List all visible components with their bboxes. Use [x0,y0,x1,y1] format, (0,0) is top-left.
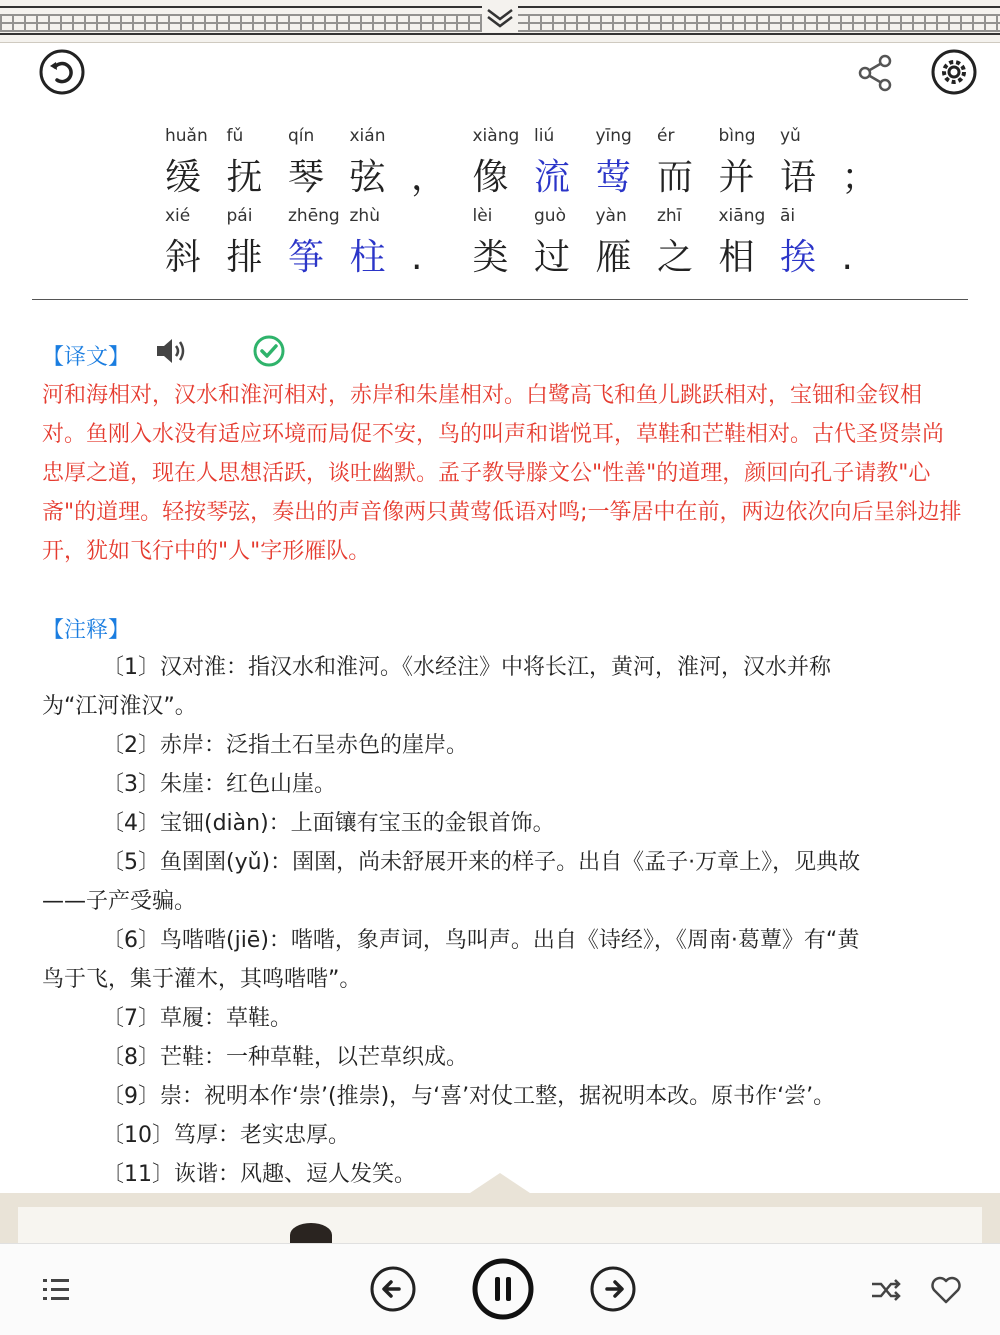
list-icon [39,1275,73,1305]
note-text-continued: ——子产受骗。 [42,889,197,914]
character: 过 [534,237,571,278]
pinyin [411,206,473,236]
poem-char[interactable] [165,206,227,280]
character: 并 [718,157,755,198]
pinyin: yǔ [780,126,801,146]
translation-title: 【译文】 [42,345,131,370]
share-button[interactable] [855,52,897,94]
next-button[interactable] [588,1264,638,1314]
pinyin: xiàng [472,126,520,146]
poem-char[interactable] [473,206,535,280]
notes-title: 【注释】 [42,618,131,643]
character: 弦 [349,157,386,198]
poem-char[interactable] [842,206,904,280]
speaker-icon [154,336,190,366]
note-text: 〔8〕芒鞋：一种草鞋，以芒草织成。 [102,1045,468,1070]
poem-char[interactable] [411,206,473,280]
pinyin: yīng [595,126,632,146]
note-item [42,1077,968,1116]
pinyin: qín [288,126,315,146]
character: 像 [472,157,509,198]
shuffle-icon [869,1275,903,1305]
playlist-button[interactable] [36,1270,76,1310]
note-item [42,999,968,1038]
bottom-toolbar [0,1243,1000,1335]
character: 雁 [595,237,632,278]
poem-char[interactable] [350,206,412,280]
pinyin: huǎn [165,126,208,146]
scroll-decoration [0,1193,1000,1243]
poem-char[interactable] [473,126,535,200]
divider [32,299,968,300]
poem-char[interactable] [350,126,412,200]
note-item [42,804,968,843]
note-text: 〔10〕笃厚：老实忠厚。 [102,1123,350,1148]
note-text: 〔7〕草履：草鞋。 [102,1006,292,1031]
pinyin [842,126,904,156]
pinyin: lèi [472,206,493,226]
note-item [42,765,968,804]
note-text: 〔4〕宝钿(diàn)：上面镶有宝玉的金银首饰。 [102,811,555,836]
pinyin: guò [534,206,566,226]
pinyin: xié [165,206,191,226]
pinyin: pái [226,206,253,226]
poem-char[interactable] [411,126,473,200]
pinyin: zhēng [288,206,340,226]
note-text: 〔9〕崇：祝明本作‘崇’(推崇)，与‘喜’对仗工整，据祝明本改。原书作‘尝’。 [102,1084,836,1109]
prev-icon [368,1264,418,1314]
character: 类 [472,237,509,278]
poem-char[interactable] [227,126,289,200]
note-text: 〔1〕汉对淮：指汉水和淮河。《水经注》中将长江，黄河，淮河，汉水并称 [102,655,831,680]
pinyin: zhī [657,206,682,226]
character: 抚 [226,157,263,198]
pinyin [411,126,473,156]
collapse-chevron-icon[interactable] [482,4,518,32]
note-text-continued: 鸟于飞，集于灌木，其鸣喈喈”。 [42,967,362,992]
poem-char[interactable] [842,126,904,200]
translation-text: 河和海相对，汉水和淮河相对，赤岸和朱崖相对。白鹭高飞和鱼儿跳跃相对，宝钿和金钗相对。鱼刚入水没有适应环境而局促不安，鸟的叫声和谐悦耳，草鞋和芒鞋相对。古代圣贤崇尚忠厚之道，现在人思想活跃，谈吐幽默。孟子教导滕文公"性善"的道理，颜回向孔子请教"心斋"的道理。轻按琴弦，奏出的声音像两只黄莺低语对鸣;一筝居中在前，两边依次向后呈斜边排开，犹如飞行中的"人"字形雁队。 [42,383,962,564]
pinyin: liú [534,126,555,146]
pinyin: xián [349,126,386,146]
poem-char[interactable] [657,126,719,200]
character: 之 [657,237,694,278]
shuffle-button[interactable] [866,1270,906,1310]
character: ， [411,157,448,198]
note-text: 〔6〕鸟喈喈(jiē)：喈喈，象声词，鸟叫声。出自《诗经》，《周南·葛蕈》有“黄 [102,928,860,953]
character: 而 [657,157,694,198]
poem-char[interactable] [780,126,842,200]
poem-char[interactable] [596,126,658,200]
character: 相 [718,237,755,278]
note-item [42,648,968,726]
highlighted-character: 挨 [780,237,817,278]
next-icon [588,1264,638,1314]
back-icon [38,48,86,96]
notes-list [42,648,968,1194]
heart-icon [929,1275,963,1305]
note-text: 〔5〕鱼圉圉(yǔ)：圉圉，尚未舒展开来的样子。出自《孟子·万章上》，见典故 [102,850,861,875]
character: 琴 [288,157,325,198]
pinyin [842,206,904,236]
note-item [42,1116,968,1155]
pinyin: zhù [349,206,380,226]
settings-icon [930,48,978,96]
share-icon [856,53,896,93]
note-text-continued: 为“江河淮汉”。 [42,694,197,719]
character: . [411,237,423,278]
note-item [42,726,968,765]
poem-char[interactable] [288,206,350,280]
pinyin: āi [780,206,796,226]
highlighted-character: 流 [534,157,571,198]
note-item [42,843,968,921]
note-text: 〔3〕朱崖：红色山崖。 [102,772,336,797]
settings-button[interactable] [930,48,978,96]
pinyin: xiāng [718,206,766,226]
poem-char[interactable] [719,126,781,200]
highlighted-character: 莺 [595,157,632,198]
highlighted-character: 柱 [349,237,386,278]
character: 排 [226,237,263,278]
character: 斜 [165,237,202,278]
character: . [841,237,853,278]
previous-button[interactable] [368,1264,418,1314]
note-item [42,1038,968,1077]
check-icon [253,335,285,367]
note-item [42,921,968,999]
pinyin: yàn [595,206,627,226]
pinyin: fǔ [226,126,244,146]
pinyin: ér [657,126,675,146]
character: 语 [780,157,817,198]
poem-char[interactable] [596,206,658,280]
pause-icon [471,1257,535,1321]
mark-learned-button[interactable] [252,334,286,368]
poem-char[interactable] [227,206,289,280]
note-text: 〔11〕诙谐：风趣、逗人发笑。 [102,1162,416,1187]
poem-char[interactable] [288,126,350,200]
poem-char[interactable] [780,206,842,280]
poem-char[interactable] [657,206,719,280]
poem-char[interactable] [534,206,596,280]
top-decorative-border [0,0,1000,43]
character: ； [841,157,878,198]
pinyin: bìng [718,126,756,146]
play-audio-button[interactable] [152,334,192,368]
poem-char[interactable] [165,126,227,200]
poem-char[interactable] [719,206,781,280]
favorite-button[interactable] [926,1270,966,1310]
highlighted-character: 筝 [288,237,325,278]
character: 缓 [165,157,202,198]
back-button[interactable] [38,48,86,96]
pause-button[interactable] [470,1256,536,1322]
poem-char[interactable] [534,126,596,200]
note-text: 〔2〕赤岸：泛指土石呈赤色的崖岸。 [102,733,468,758]
